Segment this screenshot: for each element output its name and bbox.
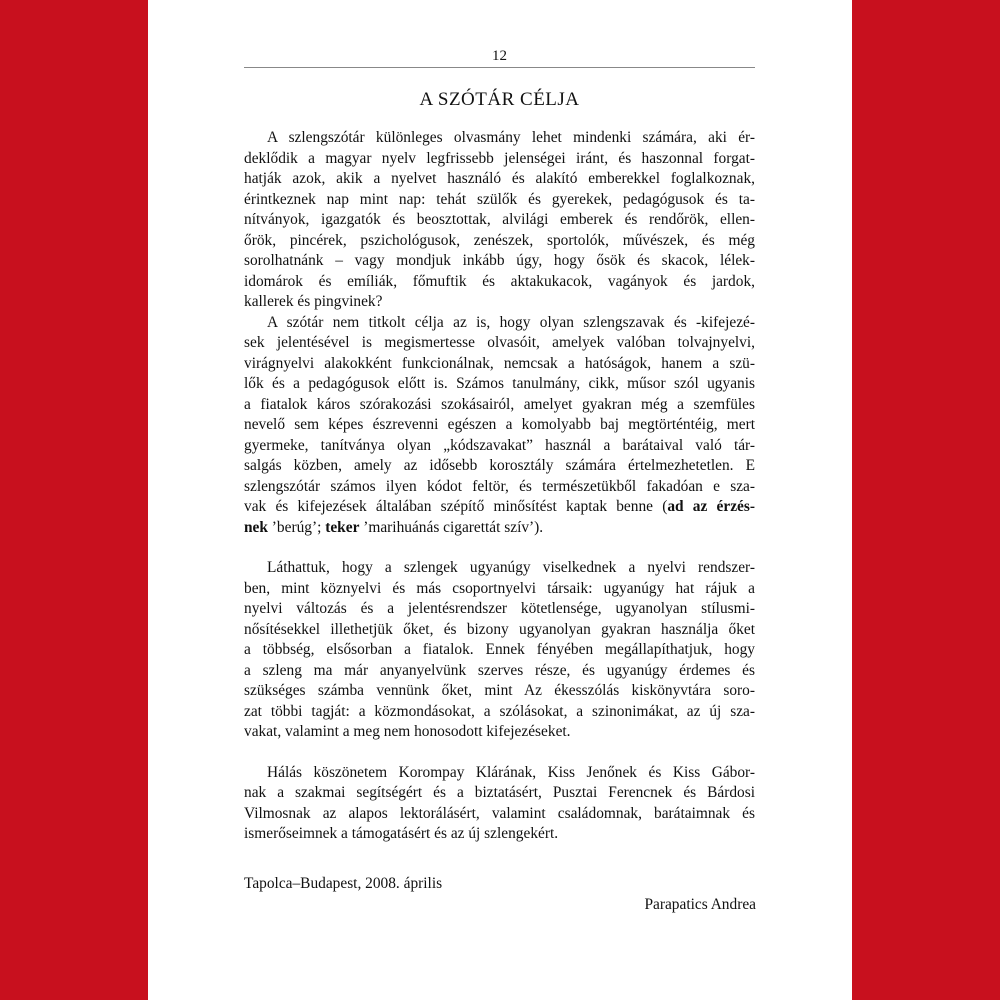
text-line: Hálás köszönetem Korompay Klárának, Kiss Jenőnek és Kiss Gábor- <box>267 763 755 781</box>
text-line: nősítésekkel illethetjük őket, és bizony ugyanolyan gyakran használja őket <box>244 620 755 638</box>
text-line: deklődik a magyar nyelv legfrissebb jelenségei iránt, és haszonnal forgat- <box>244 149 755 167</box>
text-line: kallerek és pingvinek? <box>244 293 383 310</box>
chapter-title: A SZÓTÁR CÉLJA <box>419 89 580 110</box>
place-date: Tapolca–Budapest, 2008. április <box>244 875 443 892</box>
header-rule <box>244 67 755 68</box>
text-line: A szótár nem titkolt célja az is, hogy olyan szlengszavak és -kifejezé- <box>267 313 755 331</box>
paragraph-spacer <box>244 743 755 763</box>
paragraph-4 <box>244 763 755 845</box>
text-line: érintkeznek nap mint nap: tehát szülők és gyerekek, pedagógusok és ta- <box>244 190 755 208</box>
text-line: szlengszótár számos ilyen kódot feltör, és természetükből fakadóan e sza- <box>244 477 755 495</box>
text-line: a szleng ma már anyanyelvünk szerves része, és ugyanúgy érdemes és <box>244 661 755 679</box>
text-line: idomárok és emíliák, főmuftik és aktakukacok, vagányok és jardok, <box>244 272 755 290</box>
paragraph-3 <box>244 558 755 743</box>
gloss: ’berúg’; <box>267 518 326 536</box>
book-page <box>148 0 852 1000</box>
body-text <box>244 128 755 845</box>
text-line: hatják azok, akik a nyelvet használó és alakító emberekkel foglalkoznak, <box>244 170 755 187</box>
text-line: sek jelentésével is megismertesse olvasóit, amelyek valóban tolvajnyelvi, <box>244 334 755 351</box>
text-line: zat többi tagját: a közmondásokat, a szólásokat, a szinonimákat, az új sza- <box>244 702 755 720</box>
text-line: nyelvi változás és a jelentésrendszer kötetlensége, ugyanolyan stílusmi- <box>244 600 755 617</box>
text-line: ismerőseimnek a támogatásért és az új szlengekért. <box>244 825 559 842</box>
paragraph-1 <box>244 128 755 313</box>
text-line: lők és a pedagógusok előtt is. Számos tanulmány, cikk, műsor szól ugyanis <box>244 375 755 392</box>
text-line: ben, mint köznyelvi és más csoportnyelvi társaik: ugyanúgy hat rájuk a <box>244 579 755 597</box>
text-line: nítványok, igazgatók és beosztottak, alvilági emberek és rendőrök, ellen- <box>244 211 755 228</box>
text-line: Láthattuk, hogy a szlengek ugyanúgy viselkednek a nyelvi rendszer- <box>267 559 755 576</box>
text-line: szükséges számba vennünk őket, mint Az ékesszólás kiskönyvtára soro- <box>244 682 755 699</box>
text-line: nak a szakmai segítségért és a biztatásért, Pusztai Ferencnek és Bárdosi <box>244 784 755 801</box>
paragraph-spacer <box>244 538 755 558</box>
text-line: A szlengszótár különleges olvasmány lehet mindenki számára, aki ér- <box>267 129 755 146</box>
text-line: salgás közben, amely az idősebb korosztály számára értelmezhetetlen. E <box>244 457 755 474</box>
headword: teker <box>325 518 360 536</box>
text-line: gyermeke, tanítványa olyan „kódszavakat” használ a barátaival való tár- <box>244 436 755 454</box>
page-number: 12 <box>492 48 507 64</box>
text-line: nevelő sem képes észrevenni egészen a komolyabb baj megtörténtéig, mert <box>244 416 755 433</box>
headword: nek <box>244 518 268 536</box>
text-line: a fiatalok káros szórakozási szokásairól, amelyet gyakran még a szemfüles <box>244 395 755 413</box>
text-line: vakat, valamint a meg nem honosodott kifejezéseket. <box>244 723 571 740</box>
text-line: a többség, elsősorban a fiatalok. Ennek fényében megállapíthatjuk, hogy <box>244 641 755 658</box>
text-line: Vilmosnak az alapos lektorálásért, valamint családomnak, barátaimnak és <box>244 804 755 822</box>
headword: ad az érzés- <box>667 498 755 515</box>
text-line: sorolhatnánk – vagy mondjuk inkább úgy, hogy ősök és skacok, lélek- <box>244 252 755 269</box>
text-line: virágnyelvi alakokként funkcionálnak, nemcsak a hatóságok, hanem a szü- <box>244 354 755 372</box>
paragraph-2 <box>244 313 755 539</box>
text-run: vak és kifejezések általában szépítő minősítést kaptak benne ( <box>244 498 668 515</box>
text-line <box>244 518 755 539</box>
text-line: őrök, pincérek, pszichológusok, zenészek, sportolók, művészek, és még <box>244 231 755 249</box>
gloss: ’marihuánás cigarettát szív’). <box>359 518 544 536</box>
author-signature: Parapatics Andrea <box>644 896 756 913</box>
text-line <box>244 497 755 518</box>
